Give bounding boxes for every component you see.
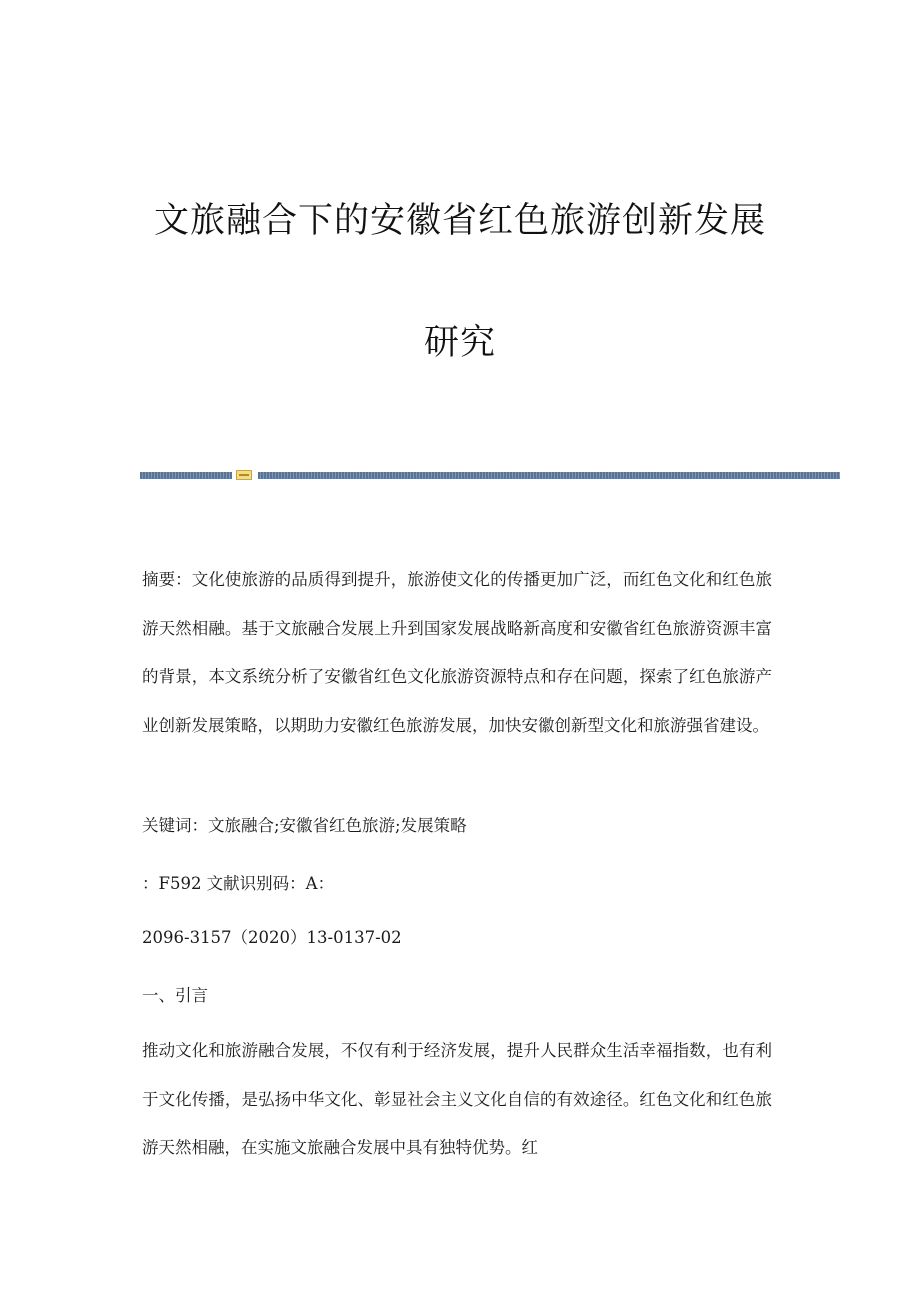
document-title-line-1: 文旅融合下的安徽省红色旅游创新发展 xyxy=(153,201,766,241)
issn-line: 2096-3157（2020）13-0137-02 xyxy=(142,928,402,947)
divider-ornament-icon xyxy=(236,470,252,480)
divider-bar-left xyxy=(140,472,232,479)
abstract-paragraph: 摘要：文化使旅游的品质得到提升，旅游使文化的传播更加广泛，而红色文化和红色旅游天然相融。基于文旅融合发展上升到国家发展战略新高度和安徽省红色旅游资源丰富的背景，本文系统分析了安徽省红色文化旅游资源特点和存在问题，探索了红色旅游产业创新发展策略，以期助力安徽红色旅游发展，加快安徽创新型文化和旅游强省建设。 xyxy=(142,570,772,735)
keywords-line: 关键词：文旅融合;安徽省红色旅游;发展策略 xyxy=(142,816,467,835)
document-title-line-2: 研究 xyxy=(423,323,496,363)
intro-paragraph: 推动文化和旅游融合发展，不仅有利于经济发展，提升人民群众生活幸福指数，也有利于文化传播，是弘扬中华文化、彰显社会主义文化自信的有效途径。红色文化和红色旅游天然相融，在实施文旅融合发展中具有独特优势。红 xyxy=(142,1041,772,1157)
section-heading: 一、引言 xyxy=(142,986,208,1005)
divider-bar-right xyxy=(258,472,840,479)
classification-line: ：F592 文献识别码：A： xyxy=(142,874,335,893)
title-divider xyxy=(140,470,840,480)
